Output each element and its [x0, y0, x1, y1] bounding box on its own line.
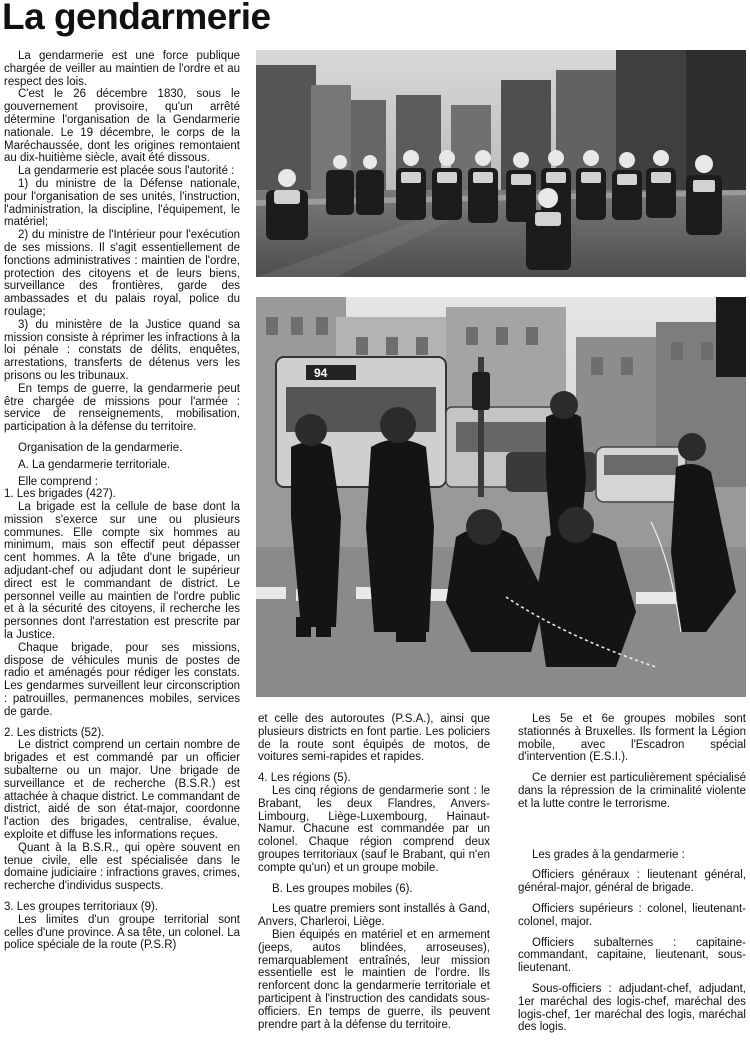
- paragraph: Officiers supérieurs : colonel, lieutenant-colonel, major.: [518, 902, 746, 928]
- paragraph: Officiers subalternes : capitaine-commandant, capitaine, lieutenant, sous-lieutenant.: [518, 936, 746, 975]
- paragraph: Les grades à la gendarmerie :: [532, 848, 685, 861]
- paragraph: En temps de guerre, la gendarmerie peut être chargée de missions pour l'armée : service de renseignements, mobilisation, participation à la défense du territoire.: [4, 382, 240, 434]
- paragraph: Les quatre premiers sont installés à Gand, Anvers, Charleroi, Liège.: [258, 903, 490, 929]
- list-heading: 1. Les brigades (427).: [4, 488, 116, 501]
- paragraph: La gendarmerie est placée sous l'autorité :: [18, 165, 235, 178]
- paragraph: Les limites d'un groupe territorial sont celles d'une province. A sa tête, un colonel. La police spéciale de la route (P.S.R): [4, 913, 240, 952]
- paragraph: Les 5e et 6e groupes mobiles sont stationnés à Bruxelles. Ils forment la Légion mobile, avec l'Escadron spécial d'intervention (E.S.I.).: [518, 713, 746, 764]
- paragraph: 1) du ministre de la Défense nationale, pour l'organisation de ses unités, l'instruction, l'administration, la discipline, l'équipement, le matériel;: [4, 177, 240, 229]
- paragraph: Officiers généraux : lieutenant général, général-major, général de brigade.: [518, 869, 746, 895]
- page-title: La gendarmerie: [2, 0, 271, 37]
- paragraph: Ce dernier est particulièrement spécialisé dans la répression de la criminalité violente et la lutte contre le terrorisme.: [518, 772, 746, 810]
- paragraph: Les cinq régions de gendarmerie sont : le Brabant, les deux Flandres, Anvers-Limbourg, Liège-Luxembourg, Hainaut-Namur. Chacune est commandée par un colonel. Chaque région comprend deux groupes territoriaux (sauf le Brabant, qui n'en compte qu'un) et un groupe mobile.: [258, 784, 490, 874]
- paragraph: La brigade est la cellule de base dont la mission s'exerce sur une ou plusieurs communes. Elle compte six hommes au minimum, mais son effectif peut dépasser cent hommes. A la tête d'une brigade, un adjudant-chef ou adjudant dont le supérieur direct est le commandant de district. Le personnel veille au maintien de l'ordre public et à la sécurité des citoyens, il recherche les personnes dont l'arrestation est prescrite par la Justice.: [4, 501, 240, 642]
- paragraph: Bien équipés en matériel et en armement (jeeps, autos blindées, arroseuses), remarquablement entraînés, leur mission essentielle est le maintien de l'ordre. Ils renforcent donc la gendarmerie territoriale et participent à l'instruction des candidats sous-officiers. En temps de guerre, ils peuvent prendre part à la défense du territoire.: [258, 928, 490, 1031]
- motorcycle-escort-photo: [256, 50, 746, 277]
- text-column-2: [258, 713, 490, 1031]
- section-heading: Organisation de la gendarmerie.: [18, 441, 183, 454]
- paragraph: La gendarmerie est une force publique chargée de veiller au maintien de l'ordre et au respect des lois.: [4, 50, 240, 88]
- list-heading: 3. Les groupes territoriaux (9).: [4, 901, 159, 913]
- paragraph: et celle des autoroutes (P.S.A.), ainsi que plusieurs districts en font partie. Les policiers de la route sont équipés de motos, de voitures semi-rapides et rapides.: [258, 713, 490, 764]
- paragraph: Chaque brigade, pour ses missions, dispose de véhicules munis de postes de radio et aménagés pour rédiger les constats. Les gendarmes surveillent leur circonscription : patrouilles, permanences mobiles, services de garde.: [4, 641, 240, 718]
- list-heading: 4. Les régions (5).: [258, 772, 351, 785]
- motorcycle-escort-illustration: [256, 50, 746, 277]
- text-column-1: [4, 50, 240, 952]
- paragraph: Elle comprend :: [18, 475, 98, 488]
- paragraph: 2) du ministre de l'Intérieur pour l'exécution de ses missions. Il s'agit essentiellement de fonctions administratives : maintien de l'ordre, protection des citoyens et de leurs biens, surveillance des frontières, garde des ambassades et du palais royal, police du roulage;: [4, 229, 240, 318]
- paragraph: Sous-officiers : adjudant-chef, adjudant, 1er maréchal des logis-chef, maréchal des logis-chef, 1er maréchal des logis, maréchal des logis.: [518, 982, 746, 1034]
- section-subheading: A. La gendarmerie territoriale.: [18, 458, 171, 471]
- tram-number: 94: [314, 366, 328, 380]
- paragraph: 3) du ministère de la Justice quand sa mission consiste à réprimer les infractions à la loi pénale : constats de délits, enquêtes, arrestations, transferts de détenus vers les prisons ou les tribunaux.: [4, 318, 240, 382]
- list-heading: 2. Les districts (52).: [4, 726, 105, 739]
- section-subheading: B. Les groupes mobiles (6).: [272, 882, 413, 895]
- paragraph: C'est le 26 décembre 1830, sous le gouvernement provisoire, qu'un arrêté détermine l'organisation de la Gendarmerie nationale. Le 19 décembre, le corps de la Maréchaussée, dont les origines remontaient au dix-huitième siècle, avait été dissous.: [4, 88, 240, 165]
- street-police-illustration: [256, 297, 746, 697]
- text-column-3: [518, 713, 746, 1034]
- paragraph: Le district comprend un certain nombre de brigades et est commandé par un officier subalterne ou un major. Une brigade de surveillance et de recherche (B.S.R.) est attachée à chaque district. Le commandant de district, aidé de son état-major, coordonne l'action des brigades, centralise, évalue, exploite et diffuse les informations reçues.: [4, 739, 240, 842]
- street-police-photo: [256, 297, 746, 697]
- paragraph: Quant à la B.S.R., qui opère souvent en tenue civile, elle est spécialisée dans le domaine judiciaire : infractions graves, crimes, recherche d'individus suspects.: [4, 841, 240, 893]
